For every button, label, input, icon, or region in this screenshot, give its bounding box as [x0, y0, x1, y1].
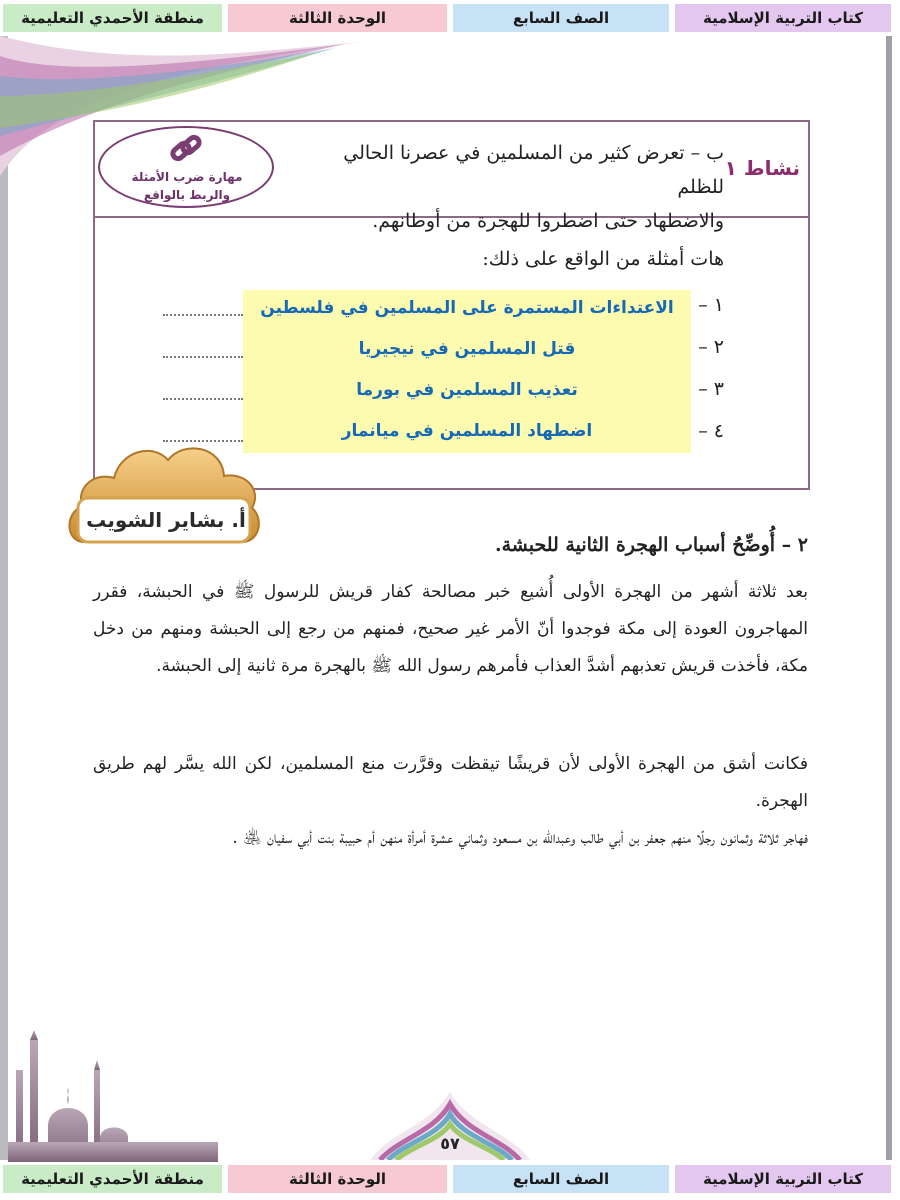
page-number: ٥٧ [440, 1134, 460, 1153]
answer-dotted-line [163, 356, 243, 358]
footer-band [0, 1163, 900, 1195]
activity-question-line2: والاضطهاد حتى اضطروا للهجرة من أوطانهم. [372, 210, 724, 232]
activity-question-line1: ب – تعرض كثير من المسلمين في عصرنا الحالي للظلم [343, 142, 724, 198]
header-book: كتاب التربية الإسلامية [675, 4, 891, 32]
item-number-1: ١ – [698, 294, 724, 316]
item-number-3: ٣ – [698, 378, 724, 400]
activity-question [294, 136, 724, 238]
activity-header [95, 122, 808, 232]
header-region: منطقة الأحمدي التعليمية [3, 4, 222, 32]
footer-grade: الصف السابع [453, 1165, 669, 1193]
header-unit: الوحدة الثالثة [228, 4, 447, 32]
mosque-silhouette [8, 1030, 218, 1162]
item-number-4: ٤ – [698, 420, 724, 442]
answers-highlight [243, 290, 691, 453]
activity-prompt: هات أمثلة من الواقع على ذلك: [482, 248, 724, 270]
answer-1: الاعتداءات المستمرة على المسلمين في فلسطين [260, 298, 674, 318]
activity-label: نشاط ١ [724, 156, 800, 180]
footer-unit: الوحدة الثالثة [228, 1165, 447, 1193]
page-frame-right [886, 36, 892, 1160]
answer-2: قتل المسلمين في نيجيريا [358, 339, 576, 359]
footer-region: منطقة الأحمدي التعليمية [3, 1165, 222, 1193]
skill-line2: والربط بالواقع [143, 188, 231, 202]
answer-dotted-line [163, 398, 243, 400]
paragraph-2: فكانت أشق من الهجرة الأولى لأن قريشًا تيقظت وقرَّرت منع المسلمين، لكن الله يسَّر لهم طريق الهجرة. [93, 754, 808, 811]
page-frame-left [0, 36, 8, 1160]
author-name: أ. بشاير الشويب [86, 508, 246, 532]
footer-book: كتاب التربية الإسلامية [675, 1165, 891, 1193]
paragraph-3: فهاجر ثلاثة وثمانون رجلًا منهم جعفر بن أبي طالب وعبدالله بن مسعود وثماني عشرة أمرأة منهن أم حبيبة بنت أبي سفيان ﵁ . [232, 828, 808, 848]
header-band [0, 2, 900, 34]
answer-4: اضطهاد المسلمين في ميانمار [341, 421, 593, 441]
header-grade: الصف السابع [453, 4, 669, 32]
skill-badge [98, 126, 274, 208]
skill-badge-text [114, 168, 260, 204]
paragraph-1: بعد ثلاثة أشهر من الهجرة الأولى أُشيع خبر مصالحة كفار قريش للرسول ﷺ في الحبشة، فقرر المهاجرون العودة إلى مكة فوجدوا أنّ الأمر غير صحيح، فمنهم من رجع إلى الحبشة ومنهم من دخل مكة، فأخذت قريش تعذبهم أشدَّ العذاب فأمرهم رسول الله ﷺ بالهجرة مرة ثانية إلى الحبشة. [93, 582, 808, 676]
section-question: ٢ – أُوضِّحُ أسباب الهجرة الثانية للحبشة. [494, 534, 808, 556]
skill-line1: مهارة ضرب الأمثلة [131, 170, 243, 184]
answer-dotted-line [163, 314, 243, 316]
item-number-2: ٢ – [698, 336, 724, 358]
chain-link-icon [168, 132, 204, 166]
answer-3: تعذيب المسلمين في بورما [356, 380, 578, 400]
